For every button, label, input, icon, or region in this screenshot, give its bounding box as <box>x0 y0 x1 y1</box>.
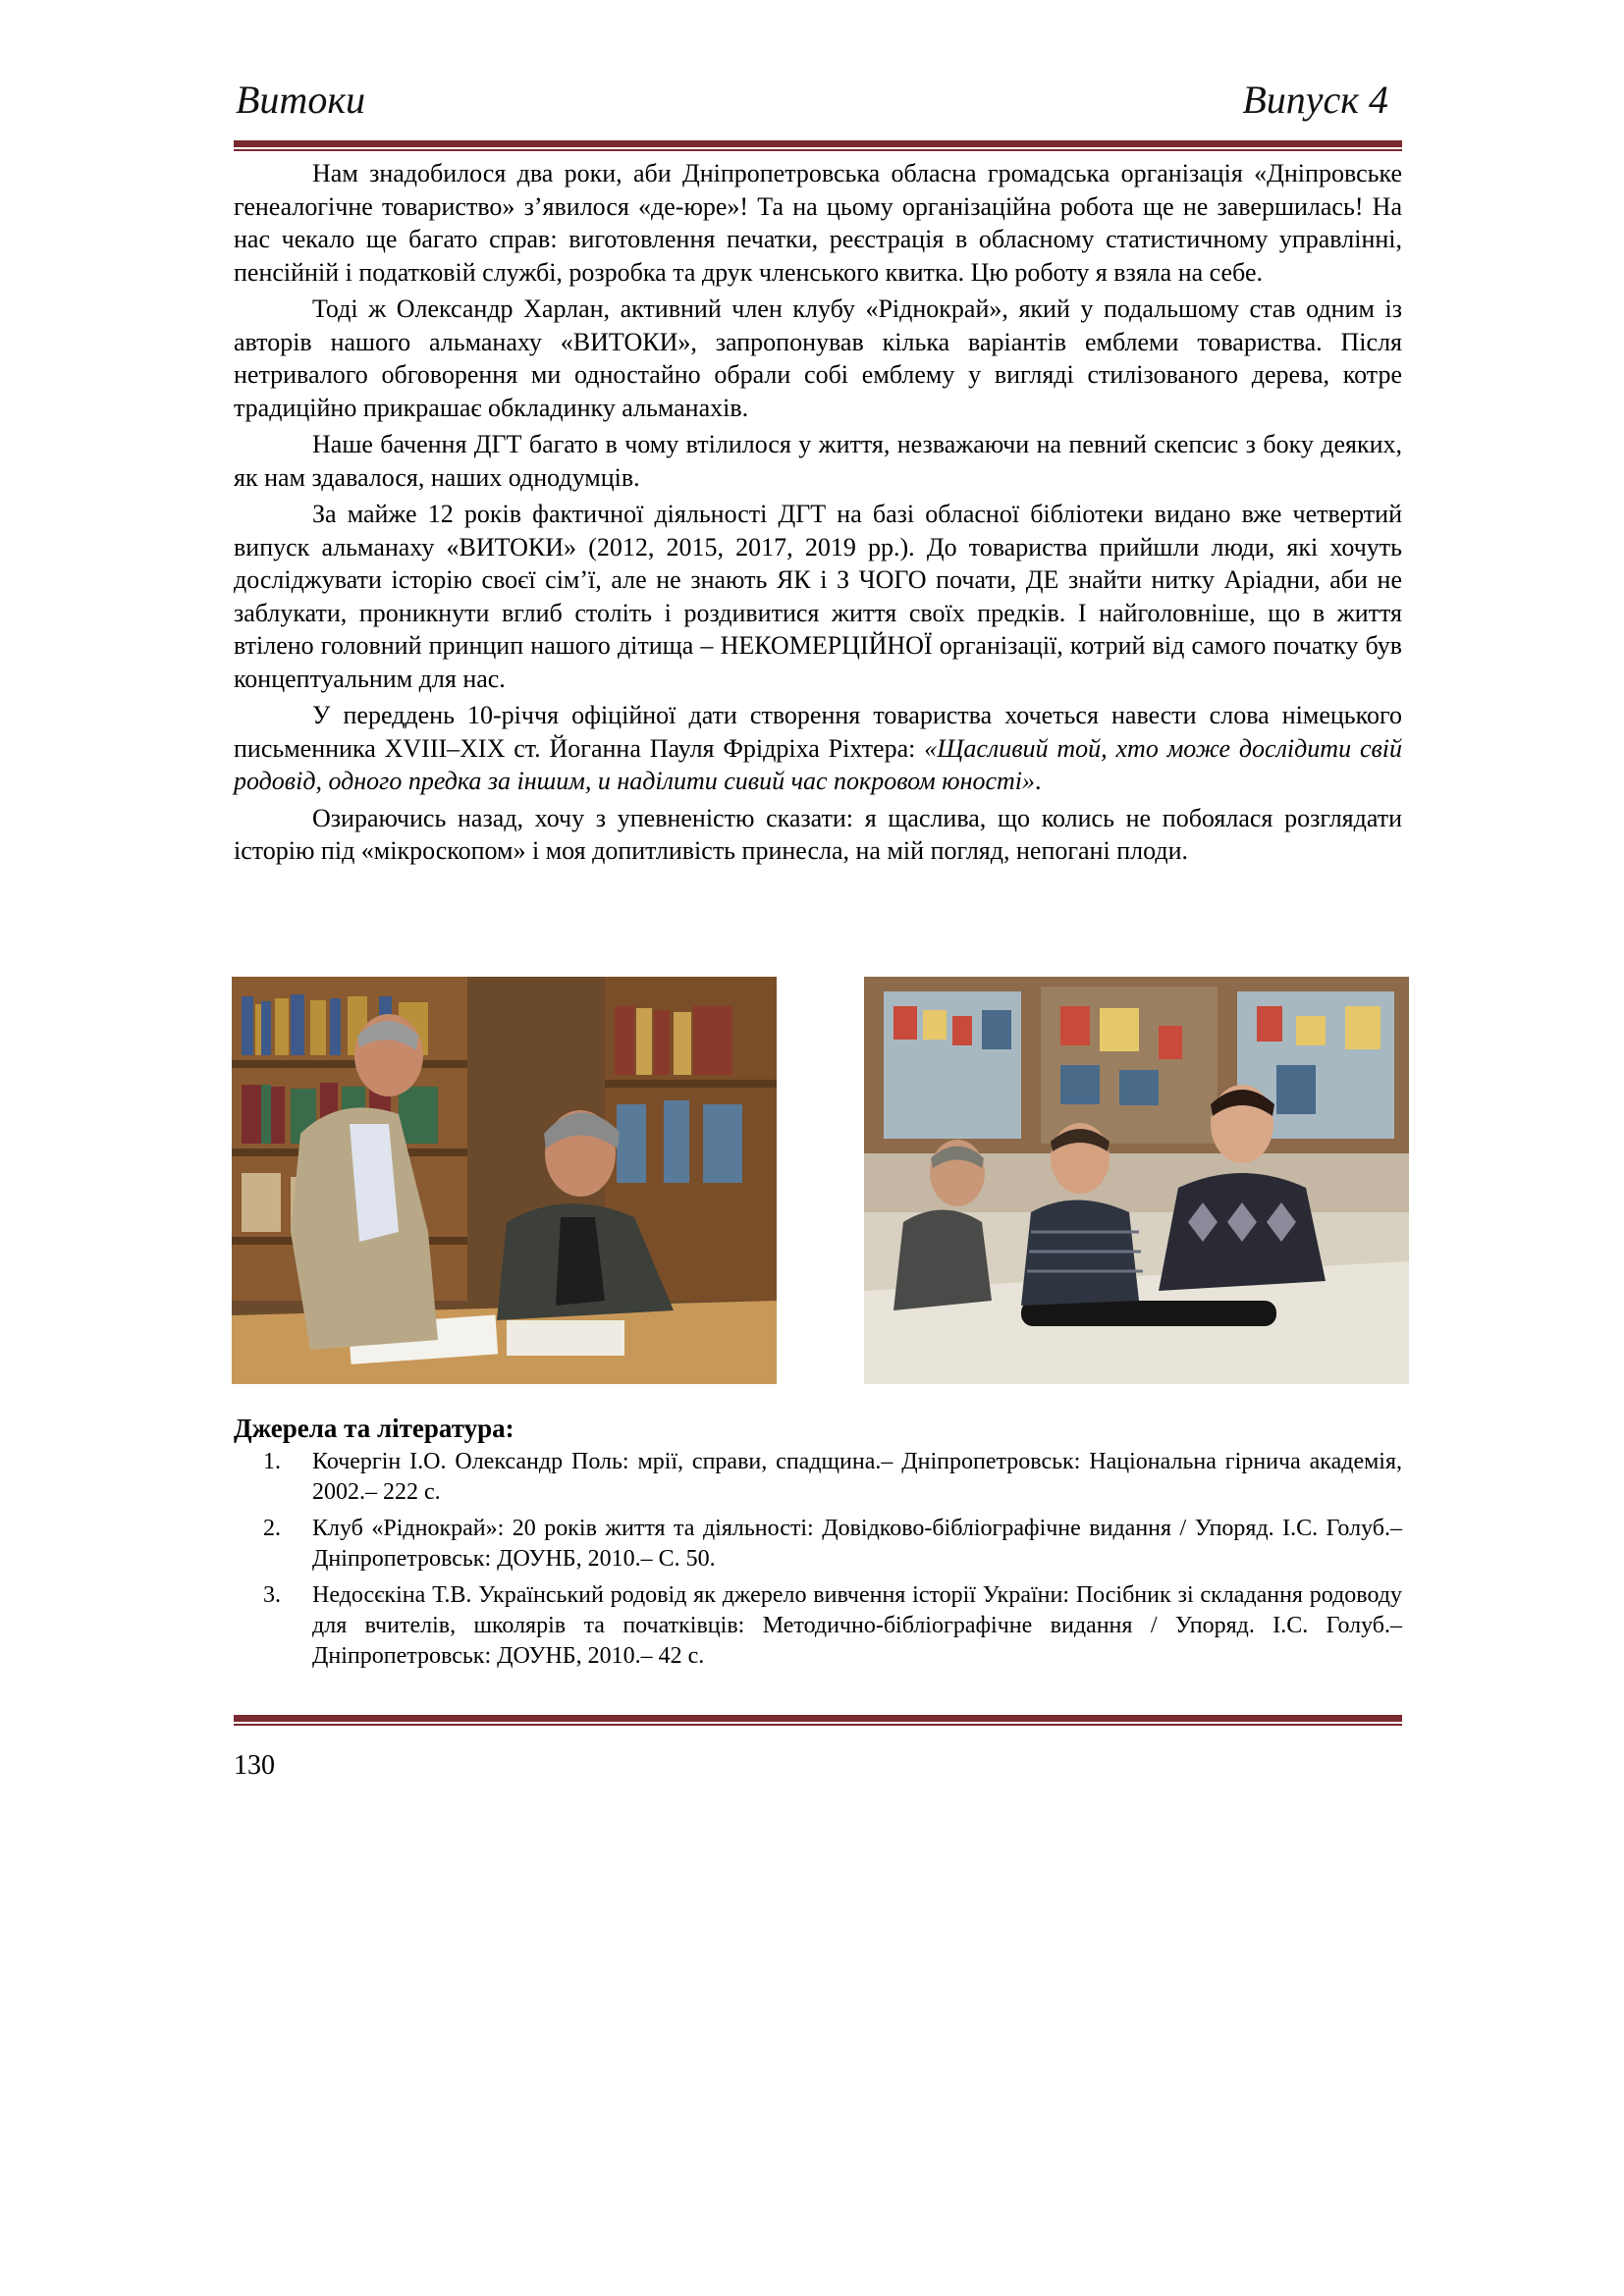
running-title-left: Витоки <box>236 78 366 122</box>
header-rule <box>234 140 1402 151</box>
photo-two-men-library <box>232 977 777 1384</box>
footer-rule <box>234 1715 1402 1726</box>
paragraph: Озираючись назад, хочу з упевненістю сказати: я щаслива, що колись не побоялася розглядати історію під «мікроскопом» і моя допитливість принесла, на мій погляд, непогані плоди. <box>234 803 1402 865</box>
paragraph: Тоді ж Олександр Харлан, активний член клубу «Ріднокрай», який у подальшому став одним із авторів нашого альманаху «ВИТОКИ», запропонував кілька варіантів емблеми товариства. Після нетривалого обговорення ми одностайно обрали собі емблему у вигляді стилізованого дерева, котре традиційно прикрашає обкладинку альманахів. <box>234 294 1402 422</box>
page-number: 130 <box>234 1750 275 1781</box>
article-body <box>234 157 1402 868</box>
list-item: 1. Кочергін І.О. Олександр Поль: мрії, справи, спадщина.– Дніпропетровськ: Національна гірнича академія, 2002.– 222 с. <box>263 1449 1402 1505</box>
photo-meeting-participants <box>864 977 1409 1384</box>
list-number: 1. <box>263 1449 281 1474</box>
richter-quote: «Щасливий той, хто може дослідити свій родовід, одного предка за іншим, и наділити сивий час покровом юності» <box>234 733 1402 795</box>
running-title-right: Випуск 4 <box>1242 78 1388 122</box>
list-number: 2. <box>263 1516 281 1541</box>
list-number: 3. <box>263 1582 281 1608</box>
list-item: 3. Недосєкіна Т.В. Український родовід як джерело вивчення історії України: Посібник зі складання родоводу для вчителів, школярів та початківців: Методично-бібліографічне видання / Упоряд. І.С. Голуб.– Дніпропетровськ: ДОУНБ, 2010.– 42 с. <box>263 1582 1402 1669</box>
list-item: 2. Клуб «Ріднокрай»: 20 років життя та діяльності: Довідково-бібліографічне видання / Упоряд. І.С. Голуб.– Дніпропетровськ: ДОУНБ, 2010.– С. 50. <box>263 1516 1402 1572</box>
paragraph: Наше бачення ДГТ багато в чому втілилося у життя, незважаючи на певний скепсис з боку деяких, як нам здавалося, наших однодумців. <box>234 430 1402 492</box>
paragraph: У переддень 10-річчя офіційної дати створення товариства хочеться навести слова німецького письменника XVIII–XIX ст. Йоганна Пауля Фрідріха Ріхтера: «Щасливий той, хто може дослідити свій родовід, одного предка за іншим, и наділити сивий час покровом юності». <box>234 701 1402 795</box>
sources-heading: Джерела та література: <box>234 1414 514 1443</box>
paragraph: Нам знадобилося два роки, аби Дніпропетровська обласна громадська організація «Дніпровське генеалогічне товариство» з’явилося «де-юре»! Та на цьому організаційна робота ще не завершилась! На нас чекало ще багато справ: виготовлення печатки, реєстрація в обласному статистичному управлінні, пенсійній і податковій службі, розробка та друк членського квитка. Цю роботу я взяла на себе. <box>234 159 1402 287</box>
paragraph: За майже 12 років фактичної діяльності ДГТ на базі обласної бібліотеки видано вже четвертий випуск альманаху «ВИТОКИ» (2012, 2015, 2017, 2019 рр.). До товариства прийшли люди, які хочуть досліджувати історію своєї сім’ї, але не знають ЯК і З ЧОГО почати, ДЕ знайти нитку Аріадни, аби не заблукати, проникнути вглиб століть і роздивитися життя своїх предків. І найголовніше, що в життя втілено головний принцип нашого дітища – НЕКОМЕРЦІЙНОЇ організації, котрий від самого початку був концептуальним для нас. <box>234 500 1402 693</box>
sources-list <box>234 1447 1402 1678</box>
